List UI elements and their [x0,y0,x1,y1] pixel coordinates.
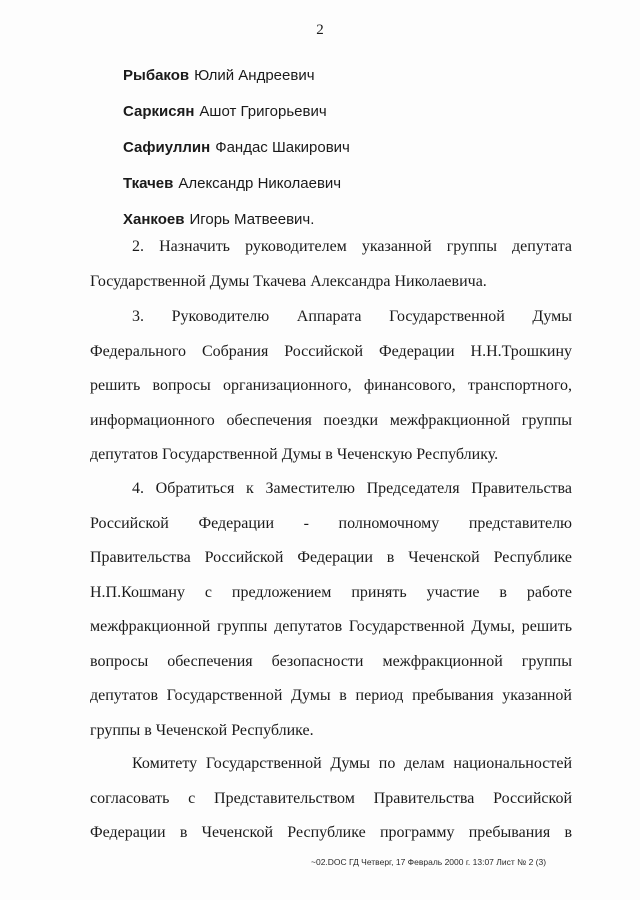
text-line: Правительства Российской Федерации в Чеченской Республике [90,549,572,566]
member-surname: Саркисян [123,103,195,120]
paragraph-4 [90,472,572,748]
text-line: 2. Назначить руководителем указанной группы депутата [132,238,572,255]
text-line: группы в Чеченской Республике. [90,721,314,739]
member-given-name: Фандас Шакирович [215,139,350,156]
paragraph-2 [90,230,572,299]
document-footer: ~02.DOC ГД Четверг, 17 Февраль 2000 г. 13:07 Лист № 2 (3) [311,857,547,867]
member-given-name: Игорь Матвеевич. [189,211,315,228]
text-line: депутатов Государственной Думы в Чеченскую Республику. [90,446,499,463]
text-line: 3. Руководителю Аппарата Государственной Думы [132,308,572,325]
member-name [123,58,350,94]
member-surname: Ткачев [123,175,174,192]
member-surname: Ханкоев [123,211,185,228]
member-surname: Рыбаков [123,67,190,84]
member-name [123,94,350,130]
text-line: Комитету Государственной Думы по делам национальностей [132,755,572,772]
member-name [123,166,350,202]
text-line: Федерального Собрания Российской Федерации Н.Н.Трошкину [90,342,572,360]
paragraph-3 [90,300,572,473]
text-line: Российской Федерации - полномочному представителю [90,514,572,532]
member-list [123,58,350,238]
member-given-name: Ашот Григорьевич [199,103,327,120]
member-surname: Сафиуллин [123,139,211,156]
page-number: 2 [316,22,324,38]
text-line: депутатов Государственной Думы в период пребывания указанной [90,687,572,704]
text-line: решить вопросы организационного, финансового, транспортного, [90,377,572,394]
text-line: межфракционной группы депутатов Государственной Думы, решить [90,618,572,635]
text-line: информационного обеспечения поездки межфракционной группы [90,411,572,429]
text-line: 4. Обратиться к Заместителю Председателя Правительства [132,480,572,497]
text-line: Государственной Думы Ткачева Александра Николаевича. [90,272,487,290]
paragraph-5 [90,747,572,851]
text-line: согласовать с Представительством Правительства Российской [90,789,572,807]
member-given-name: Юлий Андреевич [194,67,315,84]
text-line: вопросы обеспечения безопасности межфракционной группы [90,652,572,670]
member-given-name: Александр Николаевич [178,175,342,192]
text-line: Н.П.Кошману с предложением принять участие в работе [90,583,572,601]
text-line: Федерации в Чеченской Республике программу пребывания в [90,824,572,841]
member-name [123,130,350,166]
